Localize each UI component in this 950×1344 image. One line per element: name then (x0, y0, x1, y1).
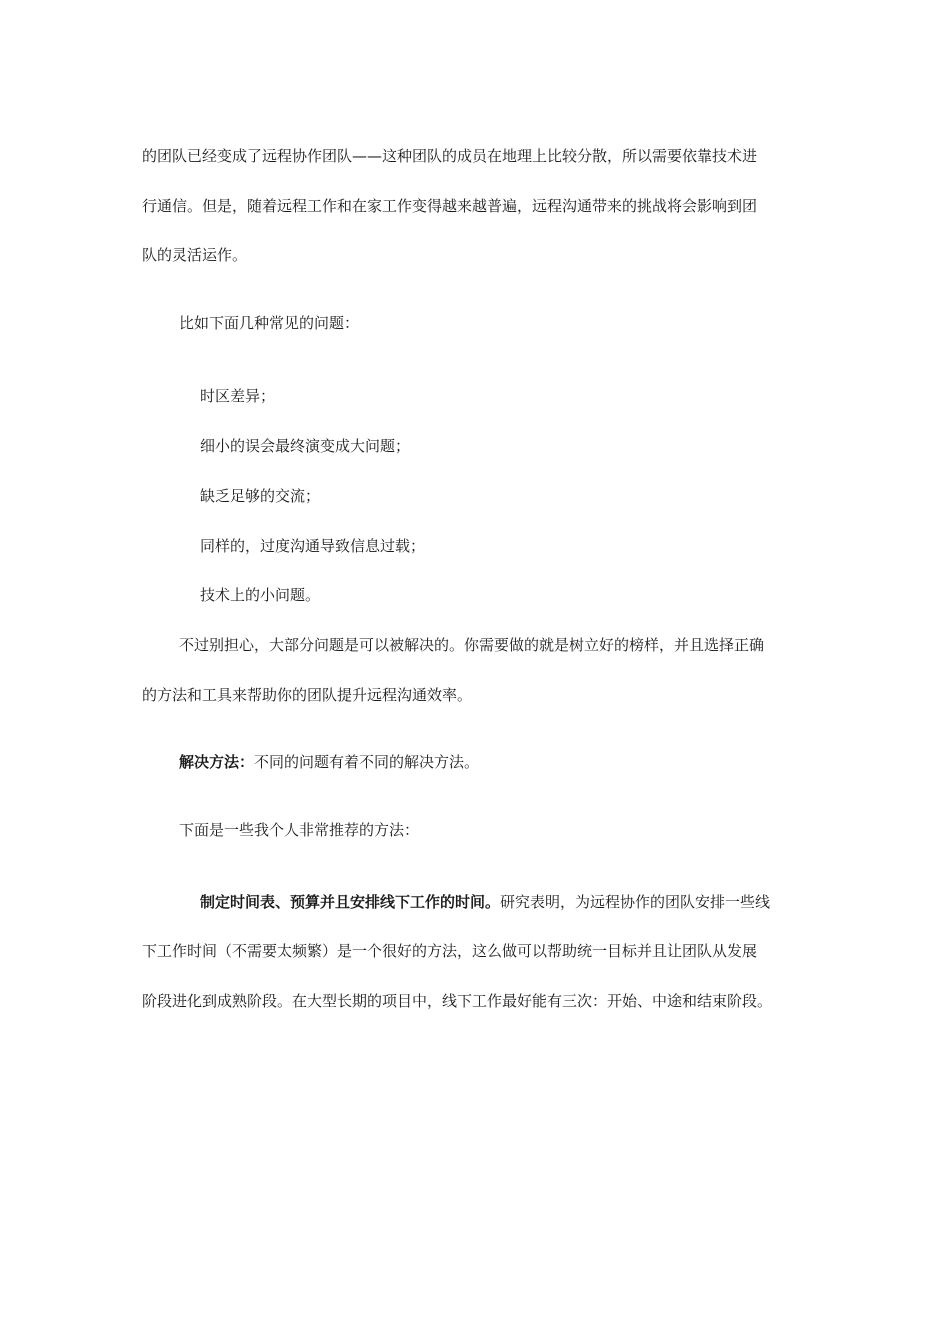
problem-item-4: 同样的，过度沟通导致信息过载； (200, 537, 426, 555)
solution-line (179, 752, 479, 772)
paragraph2-line1: 不过别担心，大部分问题是可以被解决的。你需要做的就是树立好的榜样，并且选择正确 (179, 636, 765, 654)
recommend-intro: 下面是一些我个人非常推荐的方法： (179, 821, 420, 839)
method1-line1 (200, 892, 770, 912)
problem-item-3: 缺乏足够的交流； (200, 487, 321, 505)
solution-text: 不同的问题有着不同的解决方法。 (254, 753, 480, 771)
problems-intro: 比如下面几种常见的问题： (179, 314, 360, 332)
problem-item-1: 时区差异； (200, 387, 276, 405)
method1-heading: 制定时间表、预算并且安排线下工作的时间。 (200, 893, 501, 911)
method1-line2: 下工作时间（不需要太频繁）是一个很好的方法，这么做可以帮助统一目标并且让团队从发展 (142, 942, 758, 960)
method1-line3: 阶段进化到成熟阶段。在大型长期的项目中，线下工作最好能有三次：开始、中途和结束阶段。 (142, 992, 773, 1010)
problem-item-2: 细小的误会最终演变成大问题； (200, 437, 411, 455)
paragraph1-line2: 行通信。但是，随着远程工作和在家工作变得越来越普遍，远程沟通带来的挑战将会影响到团 (142, 197, 758, 215)
solution-heading: 解决方法： (179, 753, 255, 771)
problem-item-5: 技术上的小问题。 (200, 586, 321, 604)
method1-text: 研究表明，为远程协作的团队安排一些线 (500, 893, 771, 911)
paragraph1-line3: 队的灵活运作。 (142, 246, 248, 264)
paragraph1-line1: 的团队已经变成了远程协作团队——这种团队的成员在地理上比较分散，所以需要依靠技术进 (142, 147, 758, 165)
paragraph2-line2: 的方法和工具来帮助你的团队提升远程沟通效率。 (142, 686, 473, 704)
